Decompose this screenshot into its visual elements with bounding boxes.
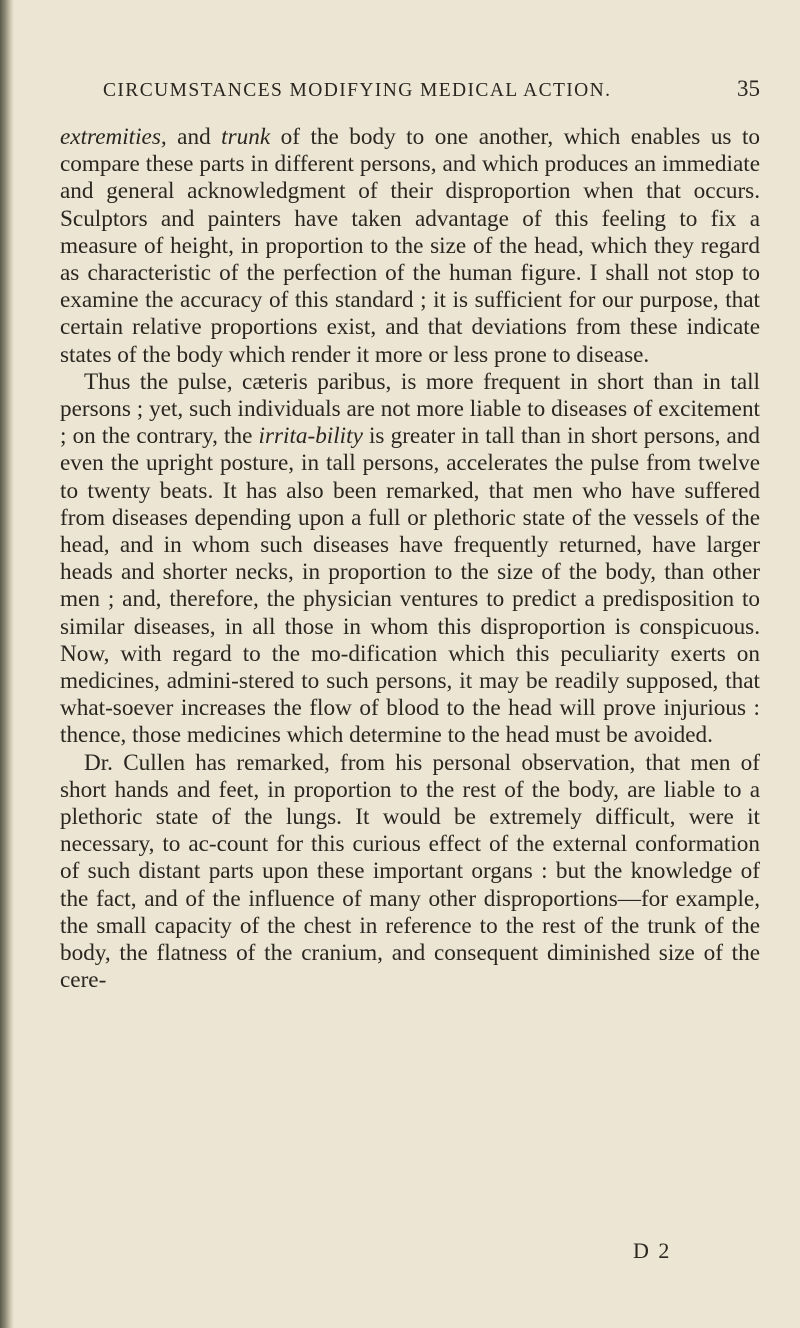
binding-shadow [0, 0, 14, 1328]
text-run: of the body to one another, which enables us to compare these parts in different persons, and which produces an immediate and general acknowledgment of their disproportion when that occurs. Sculptors and painters have taken advantage of this feeling to fix a measure of height, in proportion to the size of the head, which they regard as characteristic of the perfection of the human figure. I shall not stop to examine the accuracy of this standard ; it is sufficient for our purpose, that certain relative proportions exist, and that deviations from these indicate states of the body which render it more or less prone to disease. [60, 124, 760, 368]
italic-text-run: extremities, [60, 124, 167, 150]
signature-mark: D 2 [633, 1238, 672, 1263]
running-head [60, 72, 760, 112]
book-page [60, 72, 760, 995]
italic-text-run: irrita-bility [258, 423, 363, 450]
page-number: 35 [737, 76, 760, 101]
italic-text-run: trunk [221, 124, 271, 150]
paragraph [60, 750, 760, 995]
text-run: Dr. Cullen has remarked, from his personal observation, that men of short hands and feet, in proportion to the rest of the body, are liable to a plethoric state of the lungs. It would be extremely difficult, were it necessary, to ac-count for this curious effect of the external conformation of such distant parts upon these important organs : but the knowledge of the fact, and of the influence of many other disproportions—for example, the small capacity of the chest in reference to the rest of the trunk of the body, the flatness of the cranium, and consequent diminished size of the cere- [60, 749, 760, 994]
running-title: CIRCUMSTANCES MODIFYING MEDICAL ACTION. [103, 80, 612, 101]
text-run: and [166, 124, 222, 150]
paragraph [60, 124, 760, 369]
paragraph [60, 369, 760, 750]
text-run: is greater in tall than in short persons, and even the upright posture, in tall persons, accelerates the pulse from twelve to twenty beats. It has also been remarked, that men who have suffered from diseases depending upon a full or plethoric state of the vessels of the head, and in whom such diseases have frequently returned, have larger heads and shorter necks, in proportion to the size of the body, than other men ; and, therefore, the physician ventures to predict a predisposition to similar diseases, in all those in whom this disproportion is conspicuous. Now, with regard to the mo-dification which this peculiarity exerts on medicines, admini-stered to such persons, it may be readily supposed, that what-soever increases the flow of blood to the head will prove injurious : thence, those medicines which determine to the head must be avoided. [60, 423, 760, 749]
text-run: Thus the pulse, cæteris paribus, is more frequent in short than in tall persons ; yet, such individuals are not more liable to diseases of excitement ; on the contrary, the [60, 368, 760, 450]
body-text [60, 124, 760, 995]
